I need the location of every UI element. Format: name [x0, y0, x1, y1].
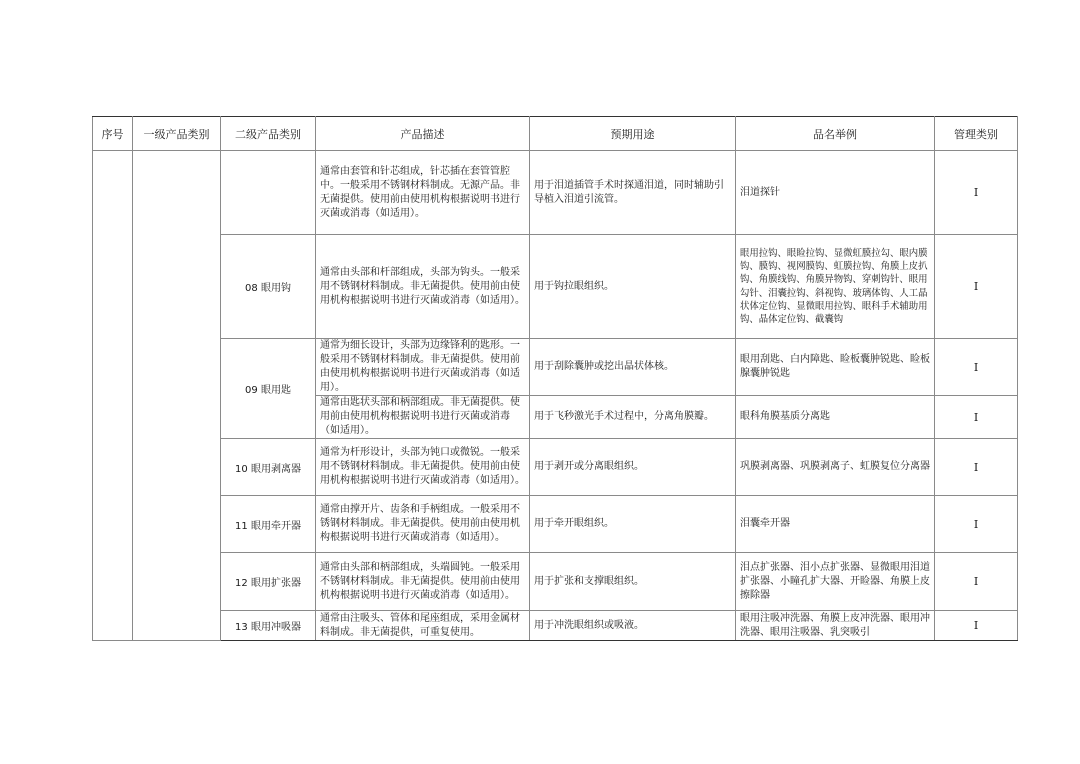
- description-cell: 通常为细长设计，头部为边缘锋利的匙形。一般采用不锈钢材料制成。非无菌提供。使用前由使用机构根据说明书进行灭菌或消毒（如适用）。: [316, 339, 530, 396]
- header-cat2: 二级产品类别: [221, 117, 316, 151]
- cat2-cell: 12 眼用扩张器: [221, 553, 316, 611]
- table-row: [93, 496, 1018, 553]
- mgmt-class-cell: I: [935, 396, 1018, 439]
- mgmt-class-cell: I: [935, 339, 1018, 396]
- table-row: [93, 611, 1018, 641]
- description-cell: 通常由头部和柄部组成，头端圆钝。一般采用不锈钢材料制成。非无菌提供。使用前由使用机构根据说明书进行灭菌或消毒（如适用）。: [316, 553, 530, 611]
- cat2-cell: 13 眼用冲吸器: [221, 611, 316, 641]
- intended-use-cell: 用于牵开眼组织。: [530, 496, 736, 553]
- description-cell: 通常由头部和杆部组成，头部为钩头。一般采用不锈钢材料制成。非无菌提供。使用前由使用机构根据说明书进行灭菌或消毒（如适用）。: [316, 235, 530, 339]
- mgmt-class-cell: I: [935, 151, 1018, 235]
- examples-cell: 眼用注吸冲洗器、角膜上皮冲洗器、眼用冲洗器、眼用注吸器、乳突吸引: [736, 611, 935, 641]
- examples-cell: 泪囊牵开器: [736, 496, 935, 553]
- description-cell: 通常由匙状头部和柄部组成。非无菌提供。使用前由使用机构根据说明书进行灭菌或消毒（如适用）。: [316, 396, 530, 439]
- table-header-row: [93, 117, 1018, 151]
- table-row: [93, 235, 1018, 339]
- header-seq: 序号: [93, 117, 133, 151]
- cat2-cell: 09 眼用匙: [221, 339, 316, 439]
- header-cat1: 一级产品类别: [133, 117, 221, 151]
- header-intended-use: 预期用途: [530, 117, 736, 151]
- cat2-cell: 08 眼用钩: [221, 235, 316, 339]
- header-mgmt-class: 管理类别: [935, 117, 1018, 151]
- examples-cell: 泪道探针: [736, 151, 935, 235]
- table-row: [93, 339, 1018, 396]
- mgmt-class-cell: I: [935, 235, 1018, 339]
- table-row: [93, 151, 1018, 235]
- intended-use-cell: 用于冲洗眼组织或吸液。: [530, 611, 736, 641]
- description-cell: 通常为杆形设计，头部为钝口或微锐。一般采用不锈钢材料制成。非无菌提供。使用前由使用机构根据说明书进行灭菌或消毒（如适用）。: [316, 439, 530, 496]
- intended-use-cell: 用于剥开或分离眼组织。: [530, 439, 736, 496]
- intended-use-cell: 用于扩张和支撑眼组织。: [530, 553, 736, 611]
- examples-cell: 眼科角膜基质分离匙: [736, 396, 935, 439]
- examples-cell: 泪点扩张器、泪小点扩张器、显微眼用泪道扩张器、小瞳孔扩大器、开睑器、角膜上皮擦除器: [736, 553, 935, 611]
- intended-use-cell: 用于钩拉眼组织。: [530, 235, 736, 339]
- header-examples: 品名举例: [736, 117, 935, 151]
- cat2-cell: [221, 151, 316, 235]
- product-classification-table: [92, 116, 1018, 641]
- intended-use-cell: 用于泪道插管手术时探通泪道，同时辅助引导植入泪道引流管。: [530, 151, 736, 235]
- examples-cell: 眼用刮匙、白内障匙、睑板囊肿锐匙、睑板腺囊肿锐匙: [736, 339, 935, 396]
- examples-cell: 巩膜剥离器、巩膜剥离子、虹膜复位分离器: [736, 439, 935, 496]
- seq-cell: [93, 151, 133, 641]
- description-cell: 通常由撑开片、齿条和手柄组成。一般采用不锈钢材料制成。非无菌提供。使用前由使用机构根据说明书进行灭菌或消毒（如适用）。: [316, 496, 530, 553]
- description-cell: 通常由套管和针芯组成，针芯插在套管管腔中。一般采用不锈钢材料制成。无源产品。非无菌提供。使用前由使用机构根据说明书进行灭菌或消毒（如适用）。: [316, 151, 530, 235]
- cat2-cell: 10 眼用剥离器: [221, 439, 316, 496]
- mgmt-class-cell: I: [935, 611, 1018, 641]
- intended-use-cell: 用于飞秒激光手术过程中，分离角膜瓣。: [530, 396, 736, 439]
- table-row: [93, 439, 1018, 496]
- mgmt-class-cell: I: [935, 496, 1018, 553]
- mgmt-class-cell: I: [935, 553, 1018, 611]
- mgmt-class-cell: I: [935, 439, 1018, 496]
- examples-cell: 眼用拉钩、眼睑拉钩、显微虹膜拉勾、眼内膜钩、膜钩、视网膜钩、虹膜拉钩、角膜上皮扒钩、角膜线钩、角膜异物钩、穿刺钩针、眼用勾针、泪囊拉钩、斜视钩、玻璃体钩、人工晶状体定位钩、显微眼用拉钩、眼科手术辅助用钩、晶体定位钩、截囊钩: [736, 235, 935, 339]
- header-description: 产品描述: [316, 117, 530, 151]
- table-row: [93, 553, 1018, 611]
- cat2-cell: 11 眼用牵开器: [221, 496, 316, 553]
- description-cell: 通常由注吸头、管体和尾座组成，采用金属材料制成。非无菌提供，可重复使用。: [316, 611, 530, 641]
- cat1-cell: [133, 151, 221, 641]
- intended-use-cell: 用于刮除囊肿或挖出晶状体核。: [530, 339, 736, 396]
